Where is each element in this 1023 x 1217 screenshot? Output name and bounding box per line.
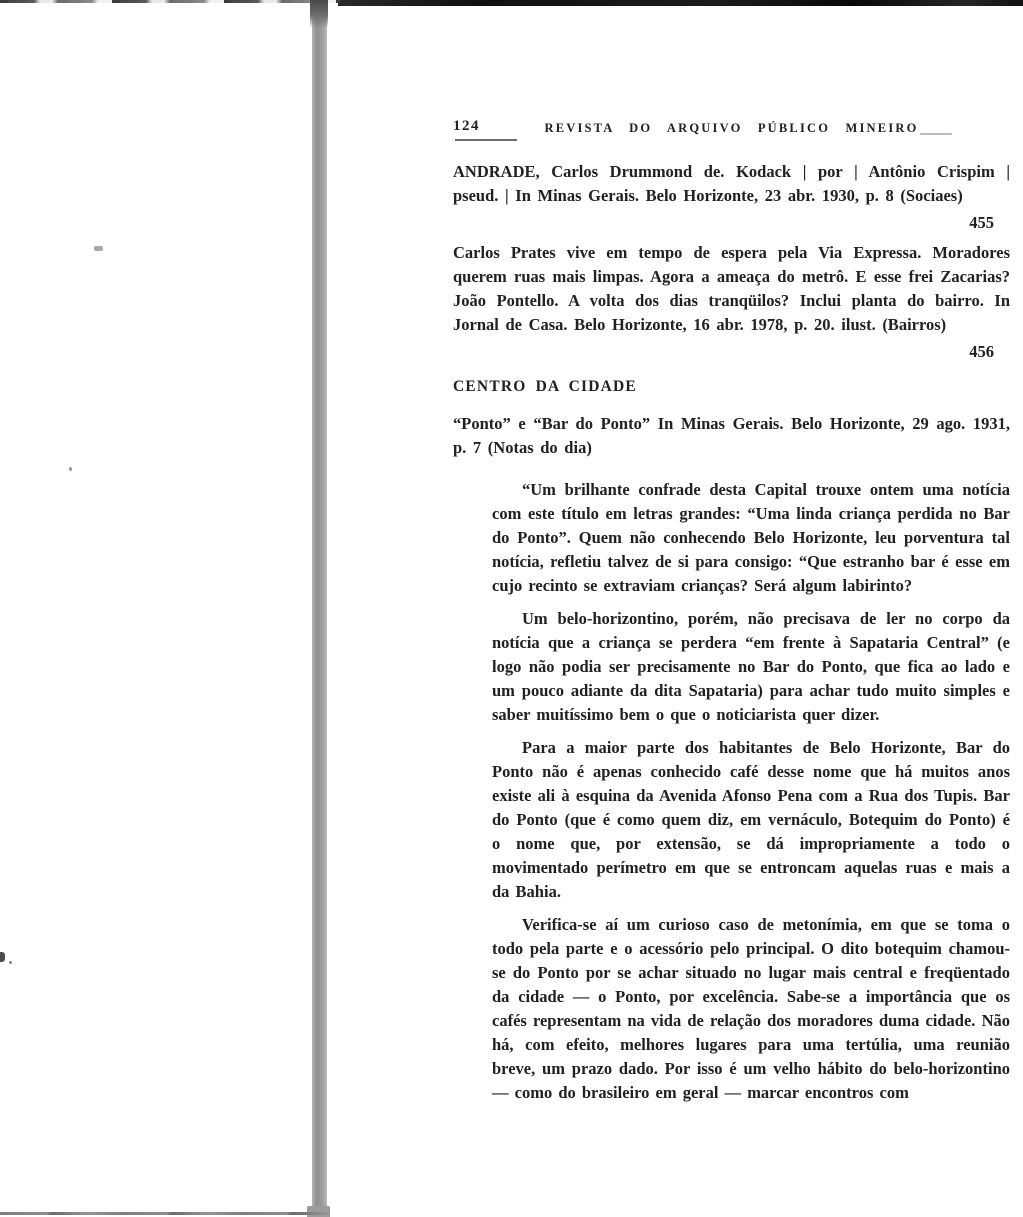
scan-speck [9,961,12,964]
entry-number-456: 456 [969,342,994,361]
scan-speck [94,246,103,251]
quote-paragraph: “Um brilhante confrade desta Capital trouxe ontem uma notícia com este título em letras grandes: “Uma linda criança perdida no Bar do Ponto”. Quem não conhecendo Belo Horizonte, leu porventura tal notícia, refletiu talvez de si para consigo: “Que estranho bar é esse em cujo recinto se extraviam crianças? Será algum labirinto? [492,480,1010,595]
entry-citation-456: Carlos Prates vive em tempo de espera pela Via Expressa. Moradores querem ruas mais limpas. Agora a ameaça do metrô. E esse frei Zacarias? João Pontello. A volta dos dias tranqüilos? Inclui planta do bairro. In Jornal de Casa. Belo Horizonte, 16 abr. 1978, p. 20. ilust. (Bairros) [453,243,1010,334]
scan-speck [0,952,5,962]
quote-paragraph: Um belo-horizontino, porém, não precisava de ler no corpo da notícia que a criança se perdera “em frente à Sapataria Central” (e logo não podia ser precisamente no Bar do Ponto, que fica ao lado e um pouco adiante da dita Sapataria) para achar tudo muito simples e saber muitíssimo bem o que o noticiarista quer dizer. [492,609,1010,724]
section-heading: CENTRO DA CIDADE [453,378,637,395]
quote-block [492,478,1010,1105]
scan-gutter-shadow-top [310,0,328,28]
entry-number-455: 455 [969,213,994,232]
scan-top-edge-left [0,0,340,3]
quote-paragraph: Verifica-se aí um curioso caso de metonímia, em que se toma o todo pela parte e o acessório pelo principal. O dito botequim chamou-se do Ponto por se achar situado no lugar mais central e freqüentado da cidade — o Ponto, por excelência. Sabe-se a importância que os cafés representam na vida de relação dos moradores duma cidade. Não há, com efeito, melhores lugares para uma tertúlia, uma reunião breve, um prazo dado. Por isso é um velho hábito do belo-horizontino — como do brasileiro em geral — marcar encontros com [492,915,1010,1102]
scan-speck [69,467,72,471]
page-number: 124 [453,118,480,134]
page-text-column [453,118,1010,1105]
running-title: REVISTA DO ARQUIVO PÚBLICO MINEIRO [544,121,919,135]
section-citation: “Ponto” e “Bar do Ponto” In Minas Gerais. Belo Horizonte, 29 ago. 1931, p. 7 (Notas do dia) [453,414,1010,457]
entry-citation-455: ANDRADE, Carlos Drummond de. Kodack | por | Antônio Crispim | pseud. | In Minas Gerais. Belo Horizonte, 23 abr. 1930, p. 8 (Sociaes) [453,162,1010,205]
page-header [453,118,1010,136]
header-rule [455,139,517,141]
scan-top-edge-right [338,0,1023,6]
quote-paragraph: Para a maior parte dos habitantes de Belo Horizonte, Bar do Ponto não é apenas conhecido café desse nome que há muitos anos existe ali à esquina da Avenida Afonso Pena com a Rua dos Tupis. Bar do Ponto (que é como quem diz, em vernáculo, Botequim do Ponto) é o nome que, por extensão, se dá impropriamente a todo o movimentado perímetro em que se entroncam aquelas ruas e mais a da Bahia. [492,738,1010,901]
scan-bottom-edge-left [0,1212,330,1215]
scan-gutter-shadow [312,0,327,1217]
